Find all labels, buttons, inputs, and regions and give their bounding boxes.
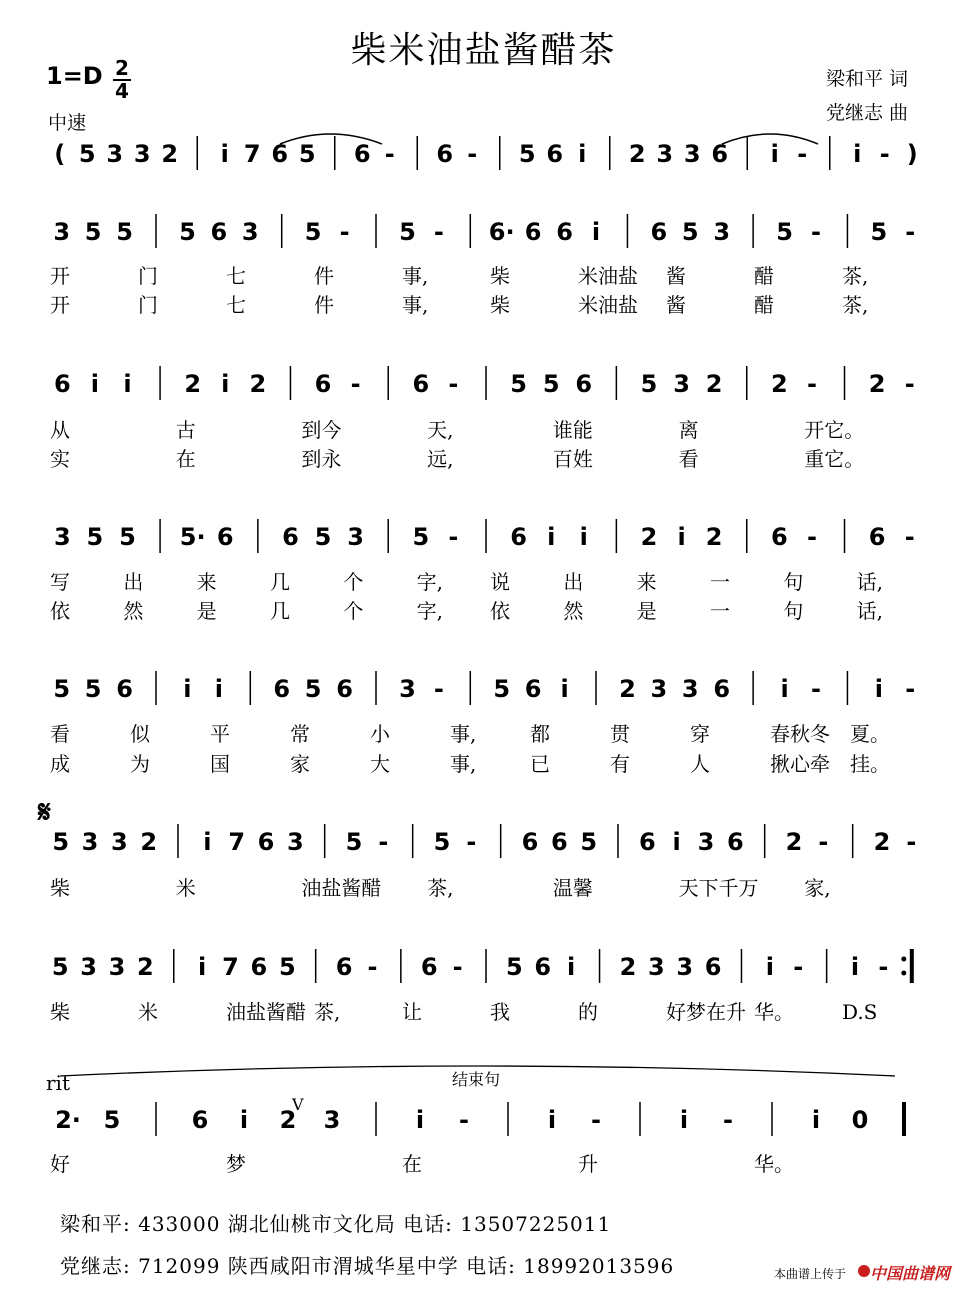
lyric-syllable: 小 [370, 722, 390, 746]
lyric-syllable: 米 [138, 1000, 158, 1024]
note: 5 [640, 370, 658, 398]
note: 6 [53, 370, 71, 398]
note: 6 [335, 953, 353, 981]
contact-lyricist: 梁和平: 433000 湖北仙桃市文化局 电话: 13507225011 [60, 1212, 612, 1236]
note: 6 [534, 953, 552, 981]
lyric-syllable: 夏。 [850, 722, 890, 746]
lyric-syllable: 实 [50, 447, 70, 471]
note: i [811, 1106, 821, 1134]
note: 6 [116, 675, 133, 703]
lyric-syllable: 是 [636, 599, 657, 623]
note: 5 [298, 140, 316, 168]
rit-marking: rit [46, 1071, 70, 1095]
lyric-syllable: 米油盐 [578, 264, 638, 288]
note: i [220, 140, 229, 168]
note: i [578, 140, 587, 168]
note: 6 [711, 140, 729, 168]
note: 6 [713, 675, 731, 703]
note: - [591, 1106, 601, 1134]
lyric-syllable: 是 [196, 599, 217, 623]
note: 6 [420, 953, 438, 981]
lyric-syllable: 出 [563, 570, 584, 594]
note: 5 [314, 523, 332, 551]
note: 6 [868, 523, 886, 551]
note: i [198, 953, 207, 981]
lyric-syllable: 家 [290, 752, 310, 776]
note: 3 [647, 953, 665, 981]
lyric-syllable: 让 [402, 1000, 422, 1024]
lyric-syllable: 米 [175, 876, 196, 900]
breath-mark: V [292, 1095, 304, 1114]
lyric-syllable: 个 [343, 570, 364, 594]
lyric-syllable: 茶, [314, 1000, 341, 1024]
note: 5 [580, 828, 598, 856]
note: i [221, 370, 230, 398]
lyric-syllable: 事, [402, 293, 429, 317]
lyric-syllable: 几 [270, 570, 290, 594]
note: 2 [140, 828, 158, 856]
lyric-syllable: 我 [490, 1000, 510, 1024]
note: i [780, 675, 789, 703]
note: 6 [336, 675, 353, 703]
note: 6 [556, 218, 573, 246]
note: 3 [681, 675, 699, 703]
note: - [339, 218, 350, 246]
note: - [904, 370, 915, 398]
lyric-syllable: 升 [578, 1152, 598, 1176]
note: 3 [53, 218, 71, 246]
note: 6 [412, 370, 430, 398]
lyric-syllable: 说 [490, 570, 510, 594]
note: 6 [282, 523, 299, 551]
note: - [378, 828, 389, 856]
lyric-syllable: 依 [50, 599, 70, 623]
note: 3 [676, 953, 694, 981]
note: 2 [705, 523, 723, 551]
lyric-syllable: 来 [636, 570, 657, 594]
composer-credit: 党继志 曲 [826, 102, 909, 124]
lyric-syllable: 开 [50, 264, 70, 288]
note: 6 [273, 675, 291, 703]
lyric-syllable: 开 [50, 293, 70, 317]
note: 5 [399, 218, 416, 246]
lyric-syllable: 个 [343, 599, 364, 623]
note: 6 [550, 828, 568, 856]
note: i [672, 828, 681, 856]
note: - [878, 953, 889, 981]
note: i [547, 523, 556, 551]
note: - [905, 218, 916, 246]
note: i [547, 1106, 557, 1134]
note: 3 [286, 828, 304, 856]
note: 5 [304, 218, 322, 246]
lyric-syllable: 事, [402, 264, 429, 288]
note: 5 [542, 370, 560, 398]
lyric-syllable: 温馨 [552, 876, 593, 900]
note: - [905, 675, 916, 703]
note: - [384, 140, 395, 168]
note: - [906, 828, 917, 856]
note: i [850, 953, 860, 981]
note: i [770, 140, 779, 168]
note: 2· [55, 1106, 81, 1134]
lyric-syllable: 平 [210, 722, 230, 746]
note: 6 [770, 523, 788, 551]
lyric-syllable: 华。 [754, 1152, 794, 1176]
note: - [811, 675, 821, 703]
note: - [806, 523, 817, 551]
note: - [367, 953, 378, 981]
note: ( [54, 140, 66, 168]
note: - [433, 675, 444, 703]
lyric-syllable: 字, [416, 599, 444, 623]
note: i [874, 675, 883, 703]
note: - [879, 140, 890, 168]
lyric-syllable: 柴 [490, 293, 510, 317]
upload-note: 本曲谱上传于 [774, 1267, 847, 1281]
note: 3 [81, 828, 99, 856]
lyric-syllable: 好梦在升 [666, 1000, 746, 1024]
note: 6 [314, 370, 332, 398]
note: 6 [521, 828, 539, 856]
lyric-syllable: 开它。 [804, 418, 865, 442]
note: 3 [697, 828, 715, 856]
lyric-syllable: 出 [123, 570, 144, 594]
lyric-syllable: 有 [610, 752, 630, 776]
note: 3 [241, 218, 259, 246]
lyric-syllable: 柴 [50, 1000, 70, 1024]
note: 2 [770, 370, 788, 398]
note: 6 [524, 675, 542, 703]
note: 5 [433, 828, 451, 856]
note: 2 [137, 953, 154, 981]
note: 3 [110, 828, 128, 856]
lyric-syllable: 贯 [610, 722, 630, 746]
note: 6 [704, 953, 722, 981]
tempo-marking: 中速 [48, 112, 87, 134]
note: 2 [868, 370, 886, 398]
note: - [466, 828, 477, 856]
site-logo-icon [858, 1265, 870, 1277]
note: 6 [575, 370, 593, 398]
lyric-syllable: 春秋冬 [770, 722, 830, 746]
note: - [459, 1106, 469, 1134]
note: 2 [161, 140, 179, 168]
note: 2 [640, 523, 658, 551]
note: 5 [681, 218, 699, 246]
note: 7 [222, 953, 239, 981]
segno-sign: 𝄋 [38, 795, 51, 830]
lyric-syllable: 人 [690, 752, 710, 776]
note: 2 [184, 370, 202, 398]
lyric-syllable: 国 [210, 752, 230, 776]
note: i [560, 675, 569, 703]
lyric-syllable: 茶, [427, 876, 454, 900]
lyric-syllable: 的 [578, 1000, 598, 1024]
lyric-syllable: 依 [490, 599, 510, 623]
lyric-syllable: 天, [427, 418, 454, 442]
note: - [467, 140, 478, 168]
lyric-syllable: 醋 [754, 264, 774, 288]
lyric-syllable: 然 [563, 599, 584, 623]
lyric-syllable: 挂。 [850, 752, 890, 776]
lyric-syllable: 门 [138, 264, 158, 288]
lyric-syllable: 华。 [754, 1000, 794, 1024]
lyric-syllable: 在 [402, 1152, 422, 1176]
note: i [183, 675, 192, 703]
lyric-syllable: 离 [678, 418, 699, 442]
repeat-dot [901, 957, 906, 962]
lyric-syllable: 件 [314, 264, 334, 288]
lyric-syllable: 米油盐 [578, 293, 638, 317]
note: 5 [78, 140, 96, 168]
note: 6 [638, 828, 656, 856]
lyric-syllable: 都 [530, 722, 550, 746]
lyric-syllable: 从 [50, 418, 70, 442]
lyric-syllable: 字, [416, 570, 444, 594]
note: 5 [493, 675, 511, 703]
lyric-syllable: 来 [196, 570, 217, 594]
lyric-syllable: 七 [226, 264, 246, 288]
note: 2 [705, 370, 723, 398]
note: i [415, 1106, 425, 1134]
note: 5 [506, 953, 523, 981]
note: i [239, 1106, 249, 1134]
note: 2 [785, 828, 803, 856]
note: - [723, 1106, 733, 1134]
note: 2 [873, 828, 891, 856]
lyric-syllable: 成 [50, 752, 70, 776]
key-signature: 1=D [46, 62, 103, 90]
lyric-syllable: 醋 [754, 293, 774, 317]
lyric-syllable: 话, [856, 570, 884, 594]
lyric-syllable: 好 [50, 1152, 70, 1176]
note: 6 [250, 953, 268, 981]
note: i [90, 370, 100, 398]
lyric-syllable: 常 [290, 722, 310, 746]
note: i [591, 218, 601, 246]
note: - [811, 218, 821, 246]
note: 3 [53, 523, 71, 551]
note: 3 [399, 675, 416, 703]
note: i [567, 953, 576, 981]
lyric-syllable: 件 [314, 293, 334, 317]
note: 5 [51, 953, 69, 981]
lyric-syllable: 柴 [490, 264, 510, 288]
note: - [452, 953, 463, 981]
note: 5 [776, 218, 793, 246]
lyric-syllable: 写 [50, 570, 70, 594]
note: 6 [436, 140, 454, 168]
lyric-syllable: 重它。 [804, 447, 865, 471]
note: 6 [353, 140, 371, 168]
note: 6 [257, 828, 275, 856]
note: - [806, 370, 817, 398]
note: i [123, 370, 132, 398]
note: 6 [524, 218, 542, 246]
note: 5 [345, 828, 363, 856]
note: - [818, 828, 829, 856]
lyric-syllable: 事, [450, 722, 477, 746]
time-denominator: 4 [115, 79, 129, 103]
note: 5 [103, 1106, 121, 1134]
lyric-syllable: 句 [783, 570, 804, 594]
lyric-syllable: 话, [856, 599, 884, 623]
note: 3 [713, 218, 731, 246]
note: 5· [179, 523, 206, 551]
note: 6 [191, 1106, 209, 1134]
lyric-syllable: 几 [270, 599, 290, 623]
lyric-syllable: 天下千万 [678, 876, 759, 900]
note: 5 [119, 523, 136, 551]
note: 3 [656, 140, 674, 168]
lyric-syllable: 梦 [226, 1152, 246, 1176]
note: 6 [510, 523, 527, 551]
lyric-syllable: 古 [175, 418, 196, 442]
note: i [765, 953, 774, 981]
lyric-syllable: 句 [783, 599, 804, 623]
note: - [448, 370, 459, 398]
lyric-syllable: 谁能 [552, 418, 593, 442]
lyric-syllable: 揪心牵 [770, 752, 830, 776]
note: 2 [249, 370, 267, 398]
note: 5 [179, 218, 196, 246]
lyric-syllable: D.S [842, 1000, 878, 1024]
note: i [679, 1106, 689, 1134]
note: 5 [870, 218, 888, 246]
note: - [797, 140, 808, 168]
note: 3 [673, 370, 690, 398]
note: 3 [133, 140, 151, 168]
note: 5 [116, 218, 133, 246]
lyric-syllable: 油盐酱醋 [226, 1000, 306, 1024]
lyric-syllable: 已 [530, 752, 550, 776]
lyric-syllable: 到永 [301, 447, 342, 471]
note: 2 [619, 953, 637, 981]
lyric-syllable: 七 [226, 293, 246, 317]
note: 5 [278, 953, 296, 981]
note: 5 [304, 675, 322, 703]
lyric-syllable: 看 [50, 722, 70, 746]
note: 5 [53, 675, 71, 703]
ending-label: 结束句 [452, 1070, 501, 1089]
note: i [853, 140, 862, 168]
lyric-syllable: 看 [678, 447, 699, 471]
note: 5 [518, 140, 536, 168]
page-title: 柴米油盐酱醋茶 [350, 30, 617, 71]
time-numerator: 2 [115, 56, 129, 80]
lyric-syllable: 油盐酱醋 [301, 876, 382, 900]
note: - [793, 953, 804, 981]
repeat-dot [901, 971, 906, 976]
lyric-syllable: 家, [804, 876, 831, 900]
note: 5 [510, 370, 527, 398]
note: 3 [347, 523, 364, 551]
note: 6 [726, 828, 744, 856]
lyric-syllable: 百姓 [552, 447, 593, 471]
lyric-syllable: 然 [123, 599, 144, 623]
lyric-syllable: 门 [138, 293, 158, 317]
note: 5 [86, 523, 104, 551]
lyric-syllable: 茶, [842, 293, 869, 317]
note: i [579, 523, 588, 551]
note: - [448, 523, 459, 551]
lyric-syllable: 为 [130, 752, 150, 776]
note: 2 [279, 1106, 297, 1134]
lyric-syllable: 柴 [50, 876, 70, 900]
note: 7 [243, 140, 261, 168]
note: 6 [650, 218, 668, 246]
note: 6 [271, 140, 289, 168]
note: i [214, 675, 223, 703]
lyric-syllable: 到今 [301, 418, 342, 442]
note: - [350, 370, 361, 398]
note: - [433, 218, 444, 246]
lyric-syllable: 酱 [666, 293, 686, 317]
note: 3 [108, 953, 126, 981]
site-brand-link[interactable]: 中国曲谱网 [870, 1266, 951, 1283]
note: 7 [228, 828, 246, 856]
note: - [904, 523, 915, 551]
contact-composer: 党继志: 712099 陕西咸阳市渭城华星中学 电话: 18992013596 [60, 1254, 675, 1278]
note: 2 [619, 675, 636, 703]
note: 5 [84, 675, 102, 703]
note: i [203, 828, 212, 856]
note: 2 [628, 140, 646, 168]
note: 6· [488, 218, 515, 246]
lyric-syllable: 在 [175, 447, 196, 471]
note: ) [906, 140, 918, 168]
note: 5 [52, 828, 70, 856]
lyric-syllable: 一 [710, 599, 730, 623]
lyricist-credit: 梁和平 词 [826, 68, 909, 90]
lyric-syllable: 事, [450, 752, 477, 776]
note: 6 [210, 218, 228, 246]
note: 5 [84, 218, 102, 246]
note: i [677, 523, 686, 551]
lyric-syllable: 似 [130, 722, 150, 746]
note: 3 [323, 1106, 341, 1134]
note: 6 [216, 523, 234, 551]
note: 3 [683, 140, 701, 168]
note: 5 [412, 523, 430, 551]
note: 0 [851, 1106, 869, 1134]
note: 6 [546, 140, 564, 168]
lyric-syllable: 茶, [842, 264, 869, 288]
note: 3 [80, 953, 97, 981]
lyric-syllable: 酱 [666, 264, 686, 288]
note: 3 [106, 140, 124, 168]
note: 3 [650, 675, 668, 703]
lyric-syllable: 一 [710, 570, 730, 594]
lyric-syllable: 穿 [690, 722, 710, 746]
lyric-syllable: 远, [427, 447, 454, 471]
lyric-syllable: 大 [370, 752, 390, 776]
